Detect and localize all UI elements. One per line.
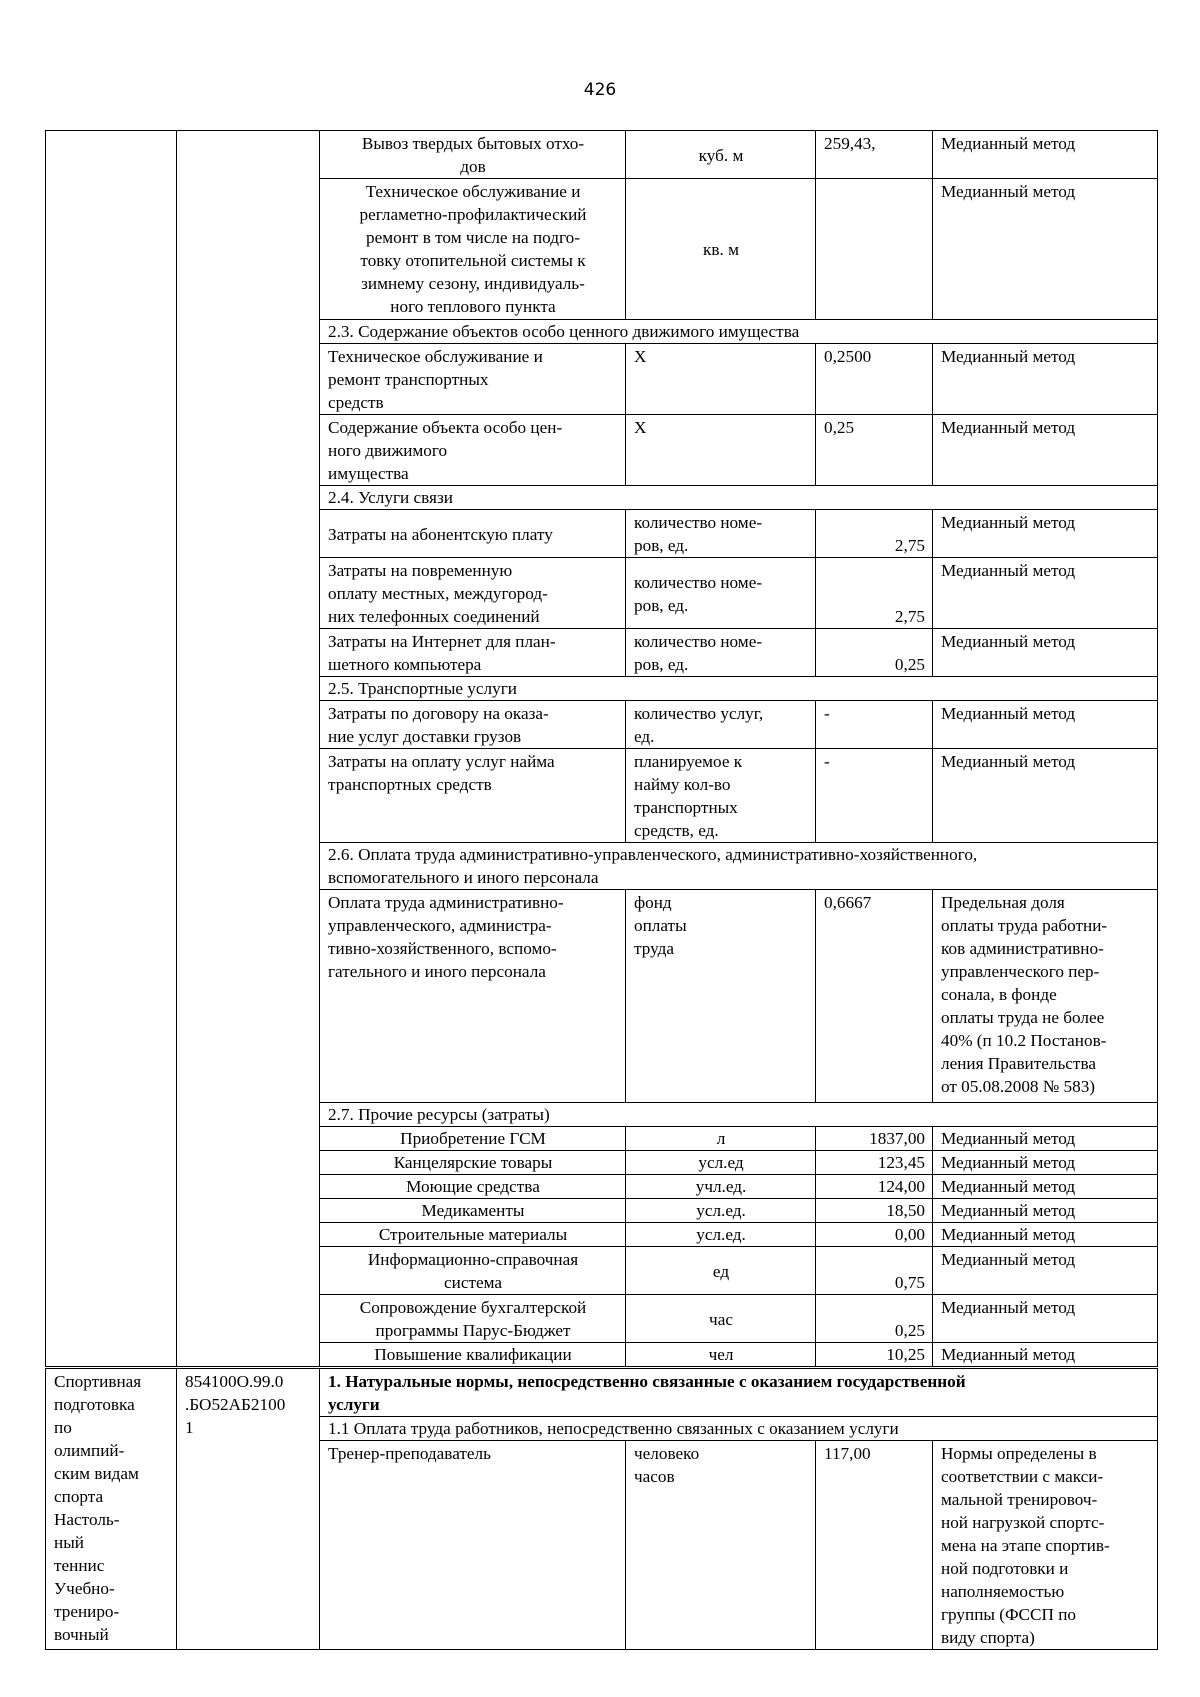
cost-item-name: Медикаменты xyxy=(320,1199,626,1223)
cost-item-unit: фонд оплаты труда xyxy=(626,890,816,1103)
cost-item-value: 0,25 xyxy=(816,629,933,677)
cost-item-name: Сопровождение бухгалтерской программы Парус-Бюджет xyxy=(320,1295,626,1343)
cost-item-value: - xyxy=(816,701,933,749)
cost-item-name: Затраты на абонентскую плату xyxy=(320,510,626,558)
cost-item-value: 123,45 xyxy=(816,1151,933,1175)
cost-item-value: 2,75 xyxy=(816,558,933,629)
cost-item-value: 1837,00 xyxy=(816,1127,933,1151)
cost-item-method: Медианный метод xyxy=(933,629,1158,677)
service-name-cell-top xyxy=(46,131,177,1367)
cost-item-unit: куб. м xyxy=(626,131,816,179)
cost-item-unit: Х xyxy=(626,344,816,415)
section-row xyxy=(46,1369,1158,1417)
cost-item-method: Медианный метод xyxy=(933,558,1158,629)
cost-item-method: Медианный метод xyxy=(933,1343,1158,1367)
table-row xyxy=(46,131,1158,179)
section-title: 2.5. Транспортные услуги xyxy=(320,677,1158,701)
cost-item-method: Медианный метод xyxy=(933,344,1158,415)
cost-item-unit: усл.ед xyxy=(626,1151,816,1175)
cost-item-unit: ед xyxy=(626,1247,816,1295)
cost-item-method: Медианный метод xyxy=(933,510,1158,558)
cost-item-value: 0,6667 xyxy=(816,890,933,1103)
cost-item-value: 124,00 xyxy=(816,1175,933,1199)
cost-item-name: Строительные материалы xyxy=(320,1223,626,1247)
cost-item-name: Затраты на оплату услуг найма транспортных средств xyxy=(320,749,626,843)
cost-item-value: - xyxy=(816,749,933,843)
cost-item-value: 0,25 xyxy=(816,1295,933,1343)
cost-item-name: Техническое обслуживание и регламетно-профилактический ремонт в том числе на подго- товку отопительной системы к зимнему сезону, индивидуаль- ного теплового пункта xyxy=(320,179,626,320)
page-number: 426 xyxy=(583,80,617,100)
cost-item-method: Медианный метод xyxy=(933,1223,1158,1247)
cost-item-method: Медианный метод xyxy=(933,1127,1158,1151)
cost-item-method: Предельная доля оплаты труда работни- ков административно- управленческого пер- сонала, в фонде оплаты труда не более 40% (п 10.2 Постанов- ления Правительства от 05.08.2008 № 583) xyxy=(933,890,1158,1103)
cost-item-method: Медианный метод xyxy=(933,701,1158,749)
cost-item-name: Затраты на Интернет для план- шетного компьютера xyxy=(320,629,626,677)
cost-item-unit: количество номе- ров, ед. xyxy=(626,629,816,677)
normative-costs-table xyxy=(45,130,1158,1367)
cost-item-value: 10,25 xyxy=(816,1343,933,1367)
cost-item-method: Медианный метод xyxy=(933,1295,1158,1343)
cost-item-unit: усл.ед. xyxy=(626,1199,816,1223)
cost-item-name: Информационно-справочная система xyxy=(320,1247,626,1295)
cost-item-value: 0,2500 xyxy=(816,344,933,415)
section-title: 2.6. Оплата труда административно-управленческого, административно-хозяйственного, вспомогательного и иного персонала xyxy=(320,843,1158,890)
cost-item-unit: планируемое к найму кол-во транспортных средств, ед. xyxy=(626,749,816,843)
cost-item-value: 2,75 xyxy=(816,510,933,558)
cost-item-method: Медианный метод xyxy=(933,1199,1158,1223)
cost-item-value: 259,43, xyxy=(816,131,933,179)
section-title: 2.3. Содержание объектов особо ценного движимого имущества xyxy=(320,320,1158,344)
cost-item-name: Содержание объекта особо цен- ного движимого имущества xyxy=(320,415,626,486)
cost-item-unit: усл.ед. xyxy=(626,1223,816,1247)
service-table xyxy=(45,1368,1158,1650)
section-title: 2.4. Услуги связи xyxy=(320,486,1158,510)
cost-item-name: Техническое обслуживание и ремонт транспортных средств xyxy=(320,344,626,415)
cost-item-unit: количество номе- ров, ед. xyxy=(626,558,816,629)
cost-item-method: Медианный метод xyxy=(933,1247,1158,1295)
cost-item-unit: количество номе- ров, ед. xyxy=(626,510,816,558)
cost-item-value: 0,25 xyxy=(816,415,933,486)
cost-item-name: Тренер-преподаватель xyxy=(320,1441,626,1650)
cost-item-name: Моющие средства xyxy=(320,1175,626,1199)
cost-item-value: 0,00 xyxy=(816,1223,933,1247)
cost-item-name: Повышение квалификации xyxy=(320,1343,626,1367)
cost-item-method: Нормы определены в соответствии с макси- мальной тренировоч- ной нагрузкой спортс- мена на этапе спортив- ной подготовки и наполняемостью группы (ФССП по виду спорта) xyxy=(933,1441,1158,1650)
cost-item-name: Канцелярские товары xyxy=(320,1151,626,1175)
section-title: 1.1 Оплата труда работников, непосредственно связанных с оказанием услуги xyxy=(320,1417,1158,1441)
cost-item-method: Медианный метод xyxy=(933,1151,1158,1175)
cost-item-unit: час xyxy=(626,1295,816,1343)
cost-item-unit: учл.ед. xyxy=(626,1175,816,1199)
cost-item-method: Медианный метод xyxy=(933,179,1158,320)
cost-item-name: Затраты на повременную оплату местных, междугород- них телефонных соединений xyxy=(320,558,626,629)
cost-item-unit: человеко часов xyxy=(626,1441,816,1650)
cost-item-unit: количество услуг, ед. xyxy=(626,701,816,749)
cost-item-method: Медианный метод xyxy=(933,131,1158,179)
cost-item-name: Затраты по договору на оказа- ние услуг доставки грузов xyxy=(320,701,626,749)
service-name: Спортивная подготовка по олимпий- ским видам спорта Настоль- ный теннис Учебно- трениро- вочный xyxy=(46,1369,177,1650)
service-code-cell-top xyxy=(177,131,320,1367)
cost-item-value: 18,50 xyxy=(816,1199,933,1223)
cost-item-method: Медианный метод xyxy=(933,1175,1158,1199)
cost-item-name: Приобретение ГСМ xyxy=(320,1127,626,1151)
cost-item-unit: Х xyxy=(626,415,816,486)
cost-item-value xyxy=(816,179,933,320)
service-code: 854100О.99.0 .БО52АБ2100 1 xyxy=(177,1369,320,1650)
cost-item-method: Медианный метод xyxy=(933,415,1158,486)
cost-item-unit: л xyxy=(626,1127,816,1151)
cost-item-name: Вывоз твердых бытовых отхо- дов xyxy=(320,131,626,179)
cost-item-value: 117,00 xyxy=(816,1441,933,1650)
cost-item-method: Медианный метод xyxy=(933,749,1158,843)
section-title: 2.7. Прочие ресурсы (затраты) xyxy=(320,1103,1158,1127)
cost-item-unit: кв. м xyxy=(626,179,816,320)
section-title: 1. Натуральные нормы, непосредственно связанные с оказанием государственной услуги xyxy=(320,1369,1158,1417)
cost-item-name: Оплата труда административно- управленческого, администра- тивно-хозяйственного, вспомо- гательного и иного персонала xyxy=(320,890,626,1103)
cost-item-value: 0,75 xyxy=(816,1247,933,1295)
cost-item-unit: чел xyxy=(626,1343,816,1367)
